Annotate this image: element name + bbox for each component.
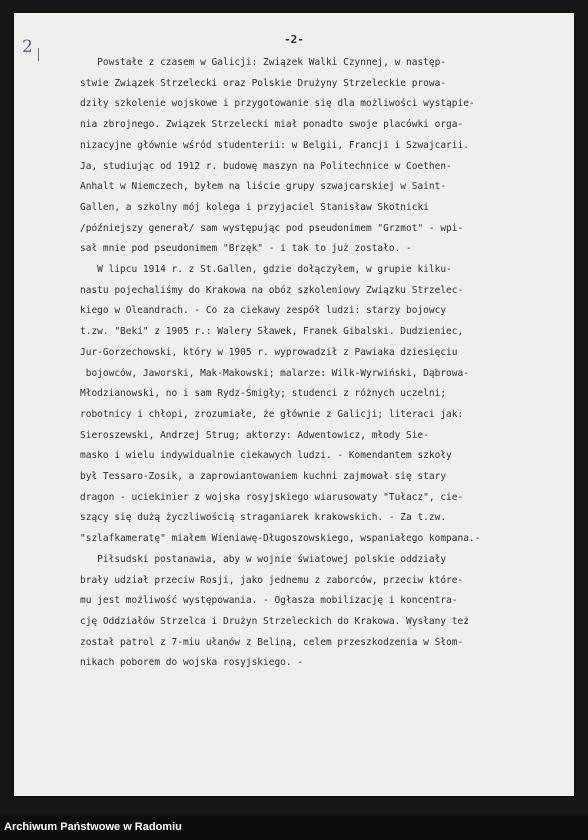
archive-name: Archiwum Państwowe w Radomiu: [4, 821, 182, 833]
text-line: Piłsudski postanawia, aby w wojnie światowej polskie oddziały: [80, 553, 447, 565]
text-line: nastu pojechaliśmy do Krakowa na obóz szkoleniowy Związku Strzelec-: [80, 284, 464, 296]
text-line: Powstałe z czasem w Galicji: Związek Walki Czynnej, w następ-: [80, 57, 447, 68]
text-line: brały udział przeciw Rosji, jako jednemu z zaborców, przeciw które-: [80, 574, 464, 586]
document-page: [14, 13, 574, 796]
text-line: dragon - uciekinier z wojska rosyjskiego wiarusowaty "Tułacz", cie-: [80, 491, 464, 503]
text-line: kiego w Oleandrach. - Co za ciekawy zespół ludzi: starzy bojowcy: [80, 305, 447, 317]
text-line: "szlafkameratę" miałem Wieniawę-Długoszowskiego, wspaniałego kompana.-: [80, 533, 481, 545]
text-line: mu jest możliwość występowania. - Ogłasza mobilizację i koncentra-: [80, 595, 458, 607]
margin-handwritten-mark: 2: [22, 37, 33, 57]
text-line: sał mnie pod pseudonimem "Brzęk" - i tak to już zostało. -: [80, 243, 412, 255]
text-line: cję Oddziałów Strzelca i Drużyn Strzeleckich do Krakowa. Wysłany też: [80, 615, 469, 627]
text-line: Młodzianowski, no i sam Rydz-Śmigły; studenci z różnych uczelni;: [80, 388, 447, 400]
text-line: Sieroszewski, Andrzej Strug; aktorzy: Adwentowicz, młody Sie-: [80, 429, 429, 441]
typewritten-body: [80, 53, 550, 674]
text-line: t.zw. "Beki" z 1905 r.: Walery Sławek, Franek Gibalski. Dudzieniec,: [80, 326, 464, 338]
text-line: nia zbrojnego. Związek Strzelecki miał ponadto swoje placówki orga-: [80, 119, 464, 131]
text-line: dziły szkolenie wojskowe i przygotowanie się dla możliwości wystąpie-: [80, 98, 475, 110]
text-line: Jur-Gorzechowski, który w 1905 r. wyprowadził z Pawiaka dziesięciu: [80, 346, 458, 358]
text-line: Anhalt w Niemczech, byłem na liście grupy szwajcarskiej w Saint-: [80, 181, 447, 193]
text-line: Gallen, a szkolny mój kolega i przyjaciel Stanisław Skotnicki: [80, 201, 429, 213]
text-line: nikach poborem do wojska rosyjskiego. -: [80, 657, 304, 669]
text-line: bojowców, Jaworski, Mak-Makowski; malarze: Wilk-Wyrwiński, Dąbrowa-: [80, 367, 469, 379]
text-line: Ja, studiując od 1912 r. budowę maszyn na Politechnice w Coethen-: [80, 160, 452, 172]
text-line: robotnicy i chłopi, zrozumiałe, że głównie z Galicji; literaci jak:: [80, 408, 464, 420]
page-number: -2-: [284, 33, 304, 46]
text-line: nizacyjne głównie wśród studenterii: w Belgii, Francji i Szwajcarii.: [80, 139, 469, 151]
text-line: W lipcu 1914 r. z St.Gallen, gdzie dołączyłem, w grupie kilku-: [80, 264, 452, 276]
text-line: stwie Związek Strzelecki oraz Polskie Drużyny Strzeleckie prowa-: [80, 77, 447, 89]
margin-tick-mark: [38, 48, 39, 61]
text-line: był Tessaro-Zosik, a zaprowiantowaniem kuchni zajmował się stary: [80, 471, 447, 483]
archive-footer: [0, 815, 588, 840]
text-line: szący się dużą życzliwością straganiarek krakowskich. - Za t.zw.: [80, 512, 447, 524]
text-line: /późniejszy generał/ sam występując pod pseudonimem "Grzmot" - wpi-: [80, 222, 464, 234]
text-line: został patrol z 7-miu ułanów z Beliną, celem przeszkodzenia w Słom-: [80, 636, 464, 648]
text-line: masko i wielu indywidualnie ciekawych ludzi. - Komendantem szkoły: [80, 450, 452, 462]
